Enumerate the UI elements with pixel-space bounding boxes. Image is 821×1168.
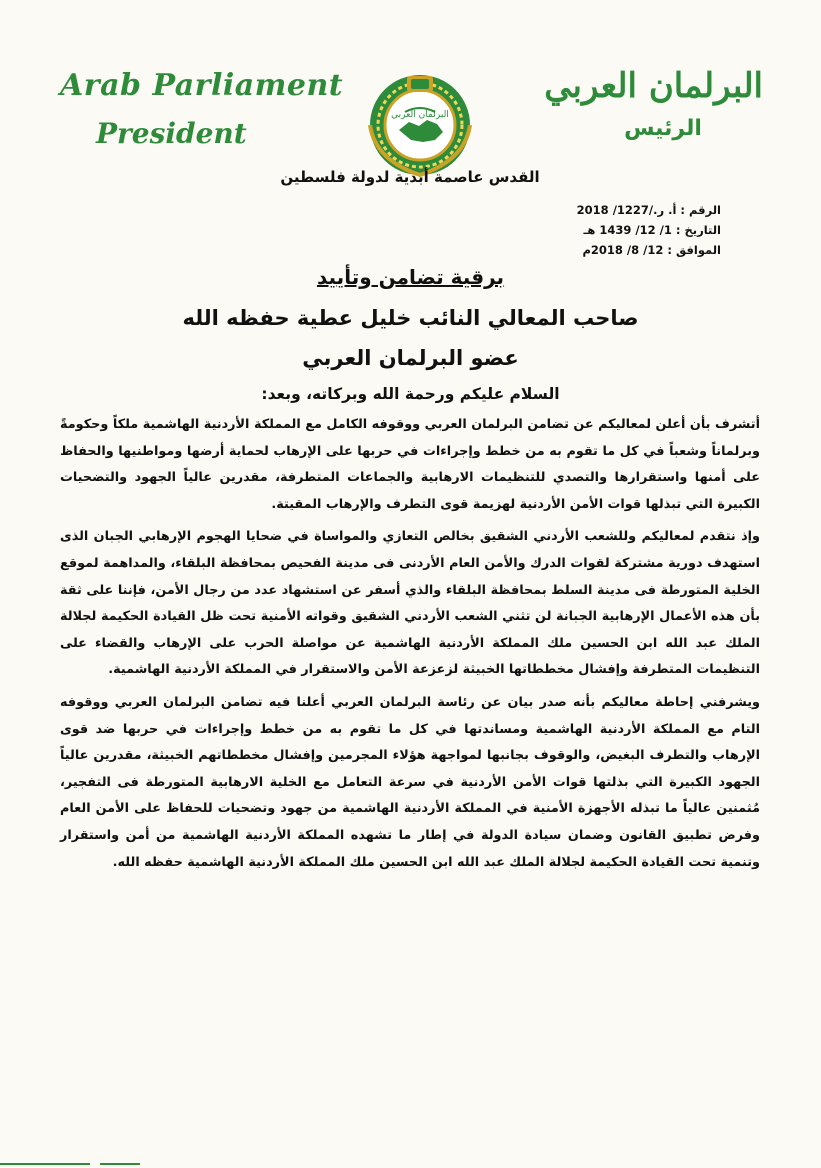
hijri-date: التاريخ : 1/ 12/ 1439 هـ <box>583 223 721 237</box>
paragraph: وإذ نتقدم لمعاليكم وللشعب الأردني الشقيق بخالص التعازي والمواساة في ضحايا الهجوم الإرهابي الجبان الذى استهدف دورية مشتركة لقوات الدرك والأمن العام الأردنى فى مدينة الفحيص بمحافظة البلقاء، والمداهمة لموقع الخلية المتورطة فى مدينة السلط بمحافظة البلقاء والذي أسفر عن استشهاد عدد من رجال الأمن، فإننا على ثقة بأن هذه الأعمال الإرهابية الجبانة لن تثني الشعب الأردني الشقيق وقواته الأمنية تحت ظل القيادة الحكيمة لجلالة الملك عبد الله ابن الحسين ملك المملكة الأردنية الهاشمية عن مواصلة الحرب على الإرهاب والقضاء على التنظيمات المتطرفة وإفشال مخططاتها الخبيثة لزعزعة الأمن والاستقرار في المملكة الأردنية الهاشمية. <box>60 529 760 678</box>
greeting: السلام عليكم ورحمة الله وبركاته، وبعد: <box>261 385 560 403</box>
english-title: President <box>96 117 247 150</box>
telegram-title: برقية تضامن وتأييد <box>316 265 505 289</box>
arabic-title: الرئيس <box>624 116 702 141</box>
english-org-name: Arab Parliament <box>60 68 344 103</box>
paragraph: ويشرفني إحاطة معاليكم بأنه صدر بيان عن رئاسة البرلمان العربي أعلنا فيه تضامن البرلمان العربي ووقوفه التام مع المملكة الأردنية الهاشمية ومساندتها في كل ما تقوم به من خطط وإجراءات في حربها ضد قوى الإرهاب والتطرف البغيض، والوقوف بجانبها لمواجهة هؤلاء المجرمين وإفشال مخططاتهم الخبيثة، مقدرين عالياً الجهود الكبيرة التي بذلتها قوات الأمن الأردنية في سرعة التعامل مع الخلية الارهابية المتورطة فى التفجير، مُثمنين عالياً ما تبذله الأجهزة الأمنية في المملكة الأردنية الهاشمية من جهود وتضحيات للحفاظ على الأمن العام وفرض تطبيق القانون وضمان سيادة الدولة في إطار ما تشهده المملكة الأردنية الهاشمية من أمن واستقرار وتنمية تحت القيادة الحكيمة لجلالة الملك عبد الله ابن الحسين ملك المملكة الأردنية الهاشمية حفظه الله. <box>60 694 760 870</box>
arabic-letterhead <box>544 66 763 141</box>
arab-parliament-emblem-icon <box>365 70 475 180</box>
paragraph: أتشرف بأن أعلن لمعاليكم عن تضامن البرلمان العربي ووقوفه الكامل مع المملكة الأردنية الهاشمية ملكاً وحكومةً وبرلماناً وشعباً في كل ما تقوم به من خطط وإجراءات في حربها على الإرهاب لحماية أرضها ومواطنيها والحفاظ على أمنها واستقرارها والتصدي للتنظيمات الارهابية والجماعات المتطرفة، مقدرين عالياً الجهود والتضحيات الكبيرة التي تبذلها قوات الأمن الأردنية لهزيمة قوى التطرف والإرهاب المقيتة. <box>60 417 760 512</box>
addressee-line: صاحب المعالي النائب خليل عطية حفظه الله <box>182 306 639 330</box>
english-letterhead <box>60 68 344 150</box>
gregorian-date: الموافق : 12/ 8/ 2018م <box>582 243 721 257</box>
addressee-role: عضو البرلمان العربي <box>302 346 519 370</box>
reference-number: الرقم : أ. ر./1227/ 2018 <box>576 203 721 217</box>
arabic-org-name: البرلمان العربي <box>544 66 763 106</box>
letter-body <box>60 412 760 882</box>
footer-rule <box>0 1160 821 1168</box>
seal-text: البرلمان العربي <box>391 110 449 120</box>
motto: القدس عاصمة أبدية لدولة فلسطين <box>280 168 540 186</box>
reference-block <box>577 200 721 260</box>
